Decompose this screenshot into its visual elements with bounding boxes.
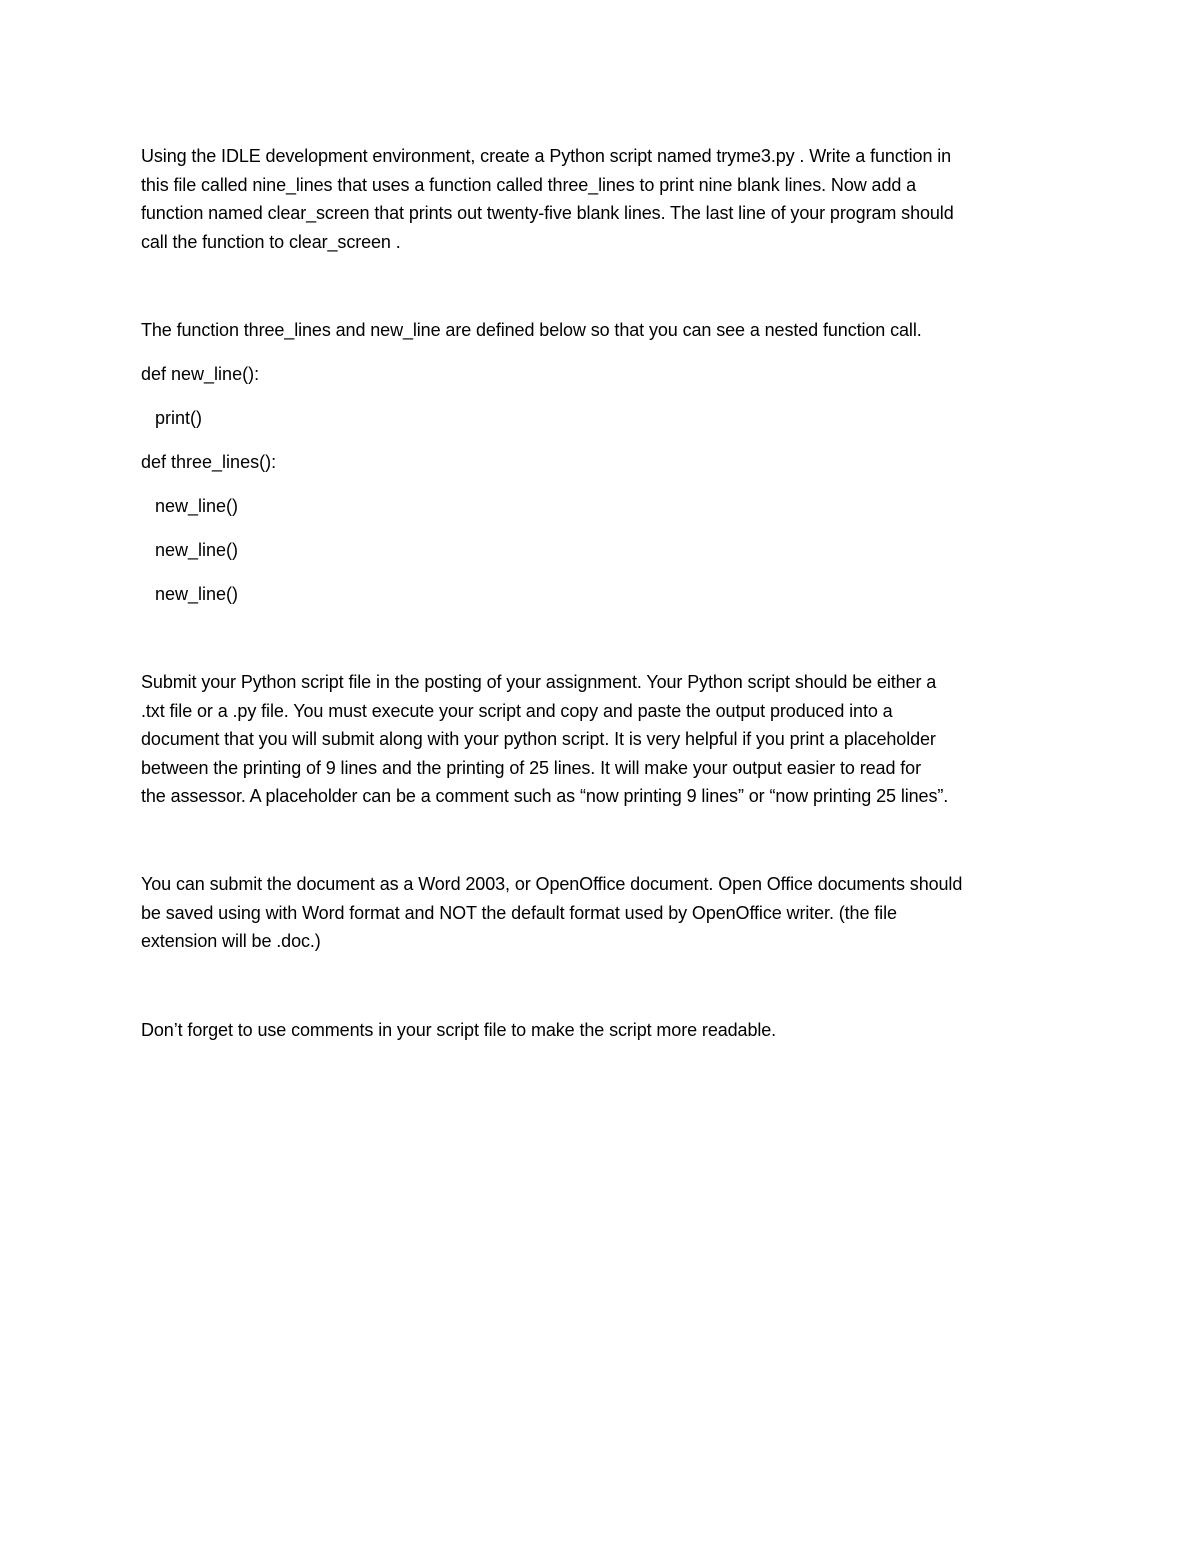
- format-line-1: You can submit the document as a Word 2003, or OpenOffice document. Open Office documents should: [141, 874, 963, 894]
- instructions-line-2: this file called nine_lines that uses a function called three_lines to print nine blank lines. Now add a: [141, 174, 917, 195]
- submission-line-5: the assessor. A placeholder can be a comment such as “now printing 9 lines” or “now printing 25 lines”.: [141, 786, 949, 806]
- submission-paragraph: [141, 668, 1061, 811]
- submission-line-4: between the printing of 9 lines and the printing of 25 lines. It will make your output easier to read for: [141, 757, 921, 778]
- code-line-def-three-lines: def three_lines():: [141, 452, 277, 472]
- nested-call-intro-line: The function three_lines and new_line are defined below so that you can see a nested function call.: [141, 320, 922, 340]
- comments-reminder: [141, 1016, 1061, 1045]
- instructions-line-3: function named clear_screen that prints out twenty-five blank lines. The last line of your program should: [141, 203, 954, 223]
- code-line-new-line-call-3: new_line(): [155, 584, 239, 604]
- comments-reminder-line: Don’t forget to use comments in your script file to make the script more readable.: [141, 1020, 777, 1040]
- submission-line-2: .txt file or a .py file. You must execute your script and copy and paste the output produced into a: [141, 700, 893, 721]
- instructions-line-1: Using the IDLE development environment, create a Python script named tryme3.py . Write a function in: [141, 146, 952, 166]
- instructions-paragraph: [141, 142, 1061, 256]
- submission-line-3: document that you will submit along with your python script. It is very helpful if you print a placeholder: [141, 729, 936, 749]
- instructions-line-4: call the function to clear_screen .: [141, 231, 401, 252]
- format-line-3: extension will be .doc.): [141, 931, 321, 951]
- code-line-def-new-line: def new_line():: [141, 364, 260, 384]
- format-line-2: be saved using with Word format and NOT the default format used by OpenOffice writer. (the file: [141, 902, 897, 923]
- submission-line-1: Submit your Python script file in the posting of your assignment. Your Python script should be either a: [141, 672, 937, 692]
- code-line-print: print(): [155, 408, 203, 428]
- nested-call-intro: [141, 316, 1061, 345]
- format-paragraph: [141, 870, 1061, 956]
- code-line-new-line-call-2: new_line(): [155, 540, 239, 560]
- code-line-new-line-call-1: new_line(): [155, 496, 239, 516]
